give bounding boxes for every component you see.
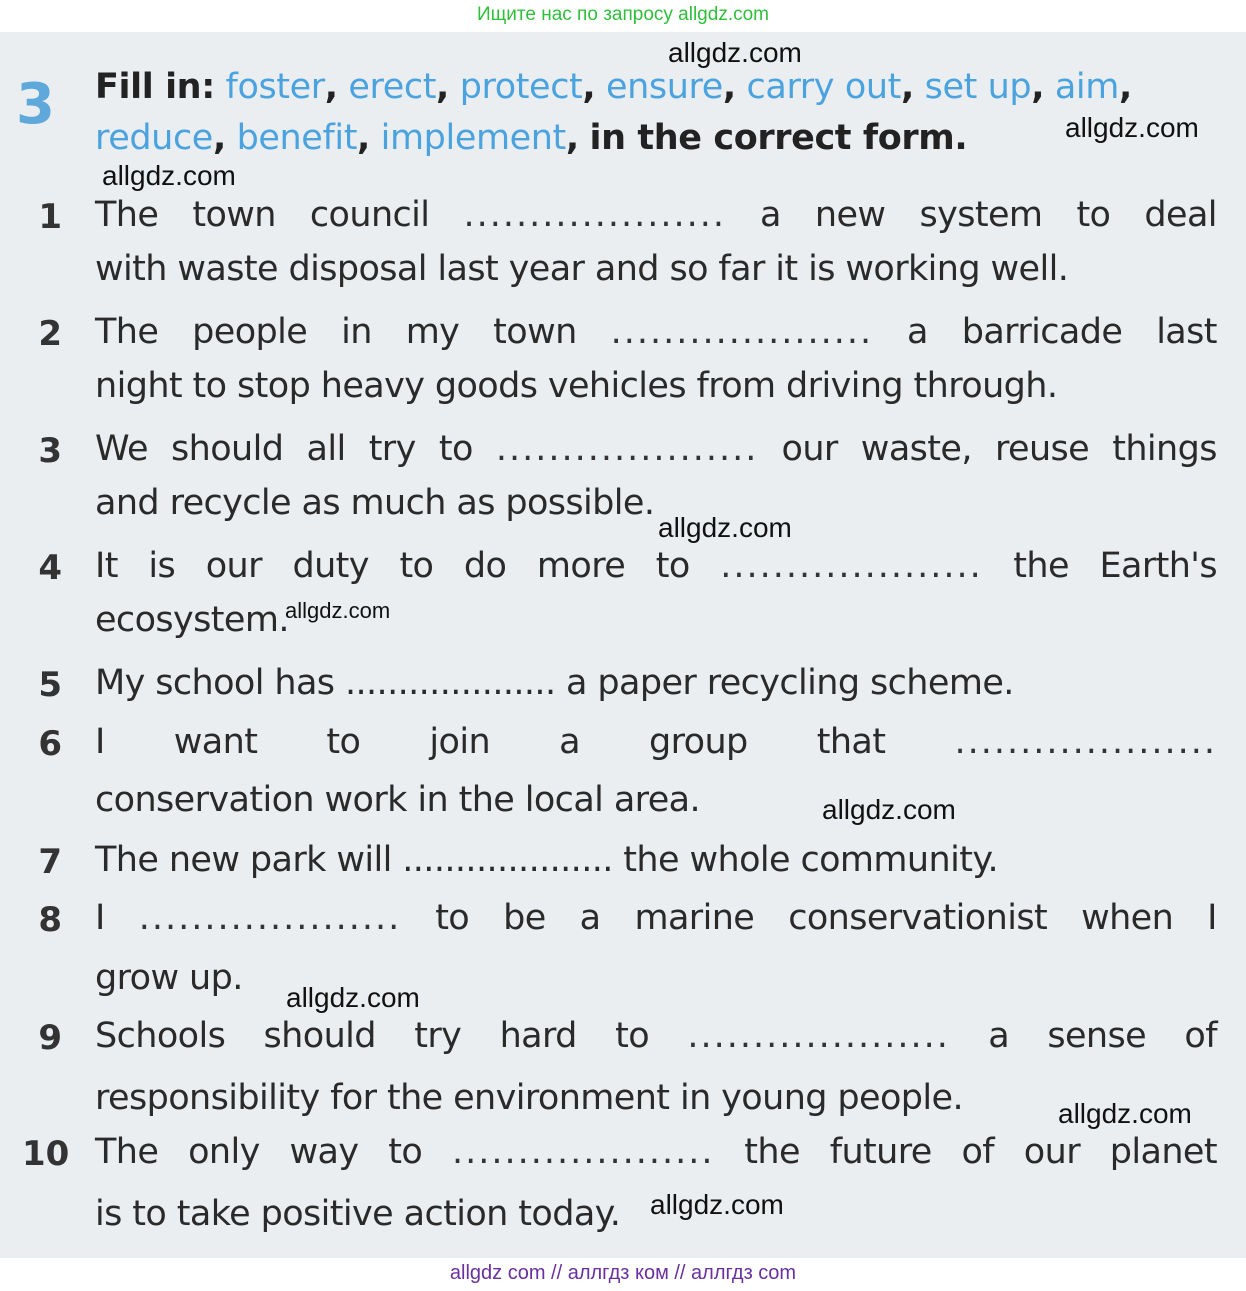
sentence-text: and recycle as much as possible. (95, 483, 655, 523)
sentence-text: want (173, 722, 258, 762)
word-bank-item: protect (459, 67, 583, 107)
blank-gap: .................... (720, 546, 983, 586)
sentence-text: a (988, 1016, 1010, 1056)
word-bank-item: carry out (746, 67, 901, 107)
sentence-text: The new park will .................... the whole community. (95, 840, 998, 880)
sentence-text: try (368, 429, 416, 469)
sentence-text: The (95, 312, 159, 352)
sentence-text: new (814, 195, 886, 235)
sentence-line (95, 312, 1217, 352)
word-bank-item: erect (348, 67, 437, 107)
instruction-tail: in the correct form. (589, 118, 968, 158)
sentence-line (95, 1078, 1217, 1118)
word-bank: foster, erect, protect, ensure, carry out, set up, aim, reduce, benefit, implement, (95, 67, 1132, 158)
sentence-text: that (816, 722, 886, 762)
sentence-text: Earth's (1099, 546, 1217, 586)
sentence-text: conservation work in the local area. (95, 780, 700, 820)
sentence-text: things (1112, 429, 1217, 469)
sentence-text: a (559, 722, 580, 762)
item-number: 3 (38, 431, 62, 471)
sentence-text: ecosystem. (95, 600, 289, 640)
sentence-text: to (435, 898, 470, 938)
sentence-text: to (615, 1016, 650, 1056)
sentence-text: grow up. (95, 958, 243, 998)
sentence-text: system (919, 195, 1043, 235)
sentence-text: the (744, 1132, 800, 1172)
sentence-text: is to take positive action today. (95, 1194, 621, 1234)
watermark: allgdz.com (102, 160, 236, 191)
sentence-text: Schools (95, 1016, 226, 1056)
sentence-text: The (95, 1132, 159, 1172)
word-bank-item: implement (380, 118, 566, 158)
sentence-text: My school has .................... a paper recycling scheme. (95, 663, 1014, 703)
sentence-line (95, 195, 1217, 235)
item-number: 1 (38, 197, 62, 237)
sentence-text: my (405, 312, 460, 352)
sentence-text: deal (1144, 195, 1217, 235)
sentence-text: is (148, 546, 176, 586)
sentence-text: of (1184, 1016, 1217, 1056)
sentence-line (95, 722, 1217, 762)
sentence-line (95, 483, 1217, 523)
textbook-page (0, 32, 1246, 1258)
sentence-line (95, 840, 1217, 880)
sentence-text: in (341, 312, 372, 352)
exercise-number: 3 (16, 72, 55, 137)
item-number: 9 (38, 1018, 62, 1058)
watermark: allgdz.com (1058, 1098, 1192, 1129)
sentence-text: our (781, 429, 838, 469)
sentence-text: night to stop heavy goods vehicles from driving through. (95, 366, 1058, 406)
blank-gap: .................... (610, 312, 874, 352)
word-bank-item: aim (1054, 67, 1119, 107)
sentence-text: duty (292, 546, 369, 586)
sentence-text: I (95, 898, 105, 938)
sentence-text: when (1081, 898, 1174, 938)
sentence-text: try (414, 1016, 462, 1056)
sentence-text: the (1013, 546, 1069, 586)
watermark: allgdz.com (668, 37, 802, 68)
sentence-text: waste, (860, 429, 972, 469)
sentence-text: reuse (995, 429, 1090, 469)
sentence-line (95, 663, 1217, 703)
word-bank-item: ensure (606, 67, 723, 107)
sentence-text: of (961, 1132, 995, 1172)
sentence-line (95, 1132, 1217, 1172)
sentence-text: be (503, 898, 546, 938)
sentence-text: a (906, 312, 928, 352)
sentence-text: responsibility for the environment in young people. (95, 1078, 963, 1118)
watermark: allgdz.com (658, 512, 792, 543)
sentence-line (95, 429, 1217, 469)
sentence-text: sense (1047, 1016, 1147, 1056)
sentence-text: hard (499, 1016, 577, 1056)
sentence-text: barricade (961, 312, 1123, 352)
blank-gap: .................... (687, 1016, 950, 1056)
blank-gap: .................... (463, 195, 726, 235)
sentence-text: should (171, 429, 284, 469)
bottom-banner: allgdz com // аллгдз ком // аллгдз com (449, 1262, 797, 1284)
instruction-lead: Fill in: (95, 67, 215, 107)
sentence-text: to (1076, 195, 1111, 235)
sentence-text: town (493, 312, 577, 352)
word-bank-item: reduce (95, 118, 213, 158)
sentence-text: future (829, 1132, 932, 1172)
watermark: allgdz.com (286, 982, 420, 1013)
sentence-text: group (649, 722, 748, 762)
item-number: 10 (22, 1134, 70, 1174)
sentence-text: council (309, 195, 430, 235)
sentence-text: people (192, 312, 308, 352)
watermark: allgdz.com (285, 598, 391, 623)
sentence-text: more (536, 546, 626, 586)
sentence-text: to (655, 546, 690, 586)
exercise-instruction (95, 62, 1205, 164)
sentence-line (95, 898, 1217, 938)
sentence-text: town (192, 195, 276, 235)
item-number: 7 (38, 842, 62, 882)
sentence-line (95, 249, 1217, 289)
sentence-line (95, 958, 1217, 998)
blank-gap: .................... (954, 722, 1217, 762)
item-number: 2 (38, 314, 62, 354)
sentence-text: We (95, 429, 148, 469)
item-number: 5 (38, 665, 62, 705)
sentence-text: join (429, 722, 491, 762)
sentence-text: with waste disposal last year and so far it is working well. (95, 249, 1069, 289)
sentence-text: do (463, 546, 507, 586)
sentence-line (95, 780, 1217, 820)
sentence-line (95, 600, 1217, 640)
item-number: 8 (38, 900, 62, 940)
sentence-text: all (306, 429, 346, 469)
item-number: 6 (38, 724, 62, 764)
sentence-text: last (1156, 312, 1217, 352)
watermark: allgdz.com (822, 794, 956, 825)
blank-gap: .................... (138, 898, 402, 938)
sentence-line (95, 546, 1217, 586)
sentence-text: to (326, 722, 361, 762)
watermark: allgdz.com (1065, 112, 1199, 143)
sentence-text: our (1023, 1132, 1080, 1172)
blank-gap: .................... (452, 1132, 715, 1172)
sentence-text: should (263, 1016, 376, 1056)
sentence-text: to (399, 546, 434, 586)
sentence-line (95, 366, 1217, 406)
sentence-text: I (95, 722, 105, 762)
sentence-text: only (188, 1132, 260, 1172)
sentence-text: a (760, 195, 781, 235)
sentence-text: to (388, 1132, 423, 1172)
item-number: 4 (38, 548, 62, 588)
sentence-text: I (1207, 898, 1217, 938)
sentence-text: our (205, 546, 262, 586)
sentence-text: The (95, 195, 159, 235)
word-bank-item: benefit (236, 118, 358, 158)
top-banner: Ищите нас по запросу allgdz.com (476, 4, 769, 25)
sentence-text: way (289, 1132, 359, 1172)
word-bank-item: foster (225, 67, 325, 107)
sentence-text: to (438, 429, 473, 469)
sentence-text: a (579, 898, 601, 938)
sentence-text: It (95, 546, 118, 586)
sentence-text: planet (1109, 1132, 1217, 1172)
sentence-text: marine (634, 898, 755, 938)
blank-gap: .................... (495, 429, 759, 469)
word-bank-item: set up (924, 67, 1032, 107)
watermark: allgdz.com (650, 1189, 784, 1220)
sentence-line (95, 1016, 1217, 1056)
sentence-text: conservationist (788, 898, 1048, 938)
